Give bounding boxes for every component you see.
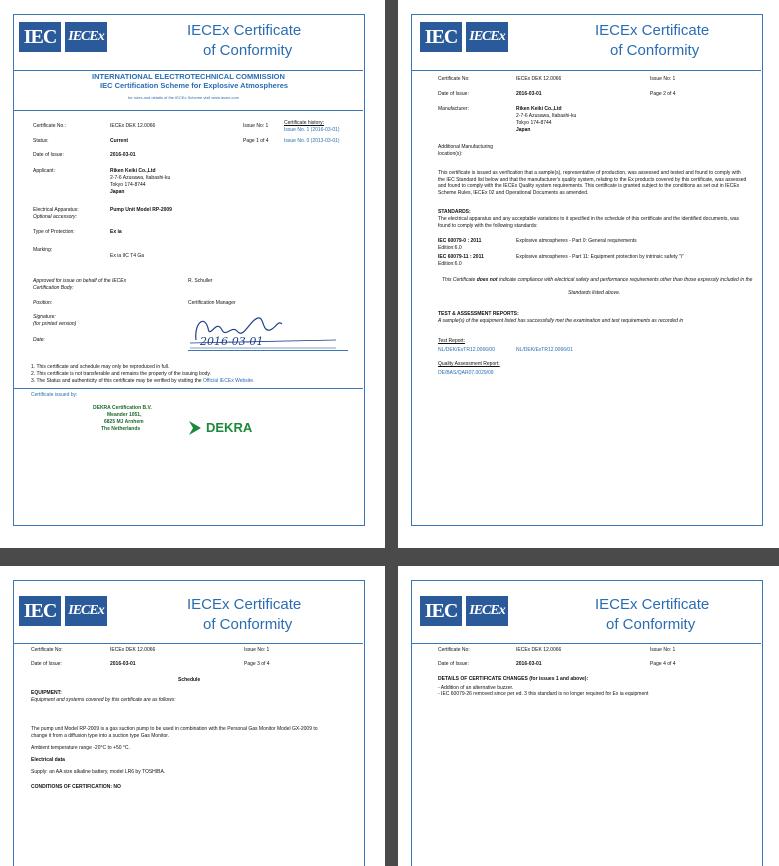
- cert-no-label: Certificate No:: [31, 647, 63, 653]
- header-divider: [14, 643, 363, 644]
- issuer-name: DEKRA Certification B.V.: [93, 405, 152, 411]
- note-2: 2. This certificate is not transferable and remains the property of the issuing body.: [31, 371, 211, 377]
- standard-1-description: Explosive atmospheres - Part 0: General requirements: [516, 238, 637, 244]
- optional-accessory-label: Optional accessory:: [33, 214, 77, 220]
- iec-logo: IEC: [420, 596, 462, 626]
- qar-label: Quality Assessment Report:: [438, 361, 500, 367]
- dekra-arrow-icon: [188, 420, 202, 436]
- manufacturer-address-1: 2-7-6 Azusawa, Itabashi-ku: [516, 113, 577, 119]
- ambient-temperature: Ambient temperature range -20°C to +50 °C.: [31, 745, 130, 751]
- manufacturer-address-2: Tokyo 174-8744: [516, 120, 552, 126]
- test-heading: TEST & ASSESSMENT REPORTS:: [438, 311, 519, 317]
- note-3: [31, 378, 254, 384]
- protection-label: Type of Protection:: [33, 229, 75, 235]
- note-1: 1. This certificate and schedule may only be reproduced in full.: [31, 364, 170, 370]
- rules-divider: [14, 110, 363, 111]
- issue-no: Issue No: 1: [243, 123, 269, 129]
- date-label: Date of Issue:: [438, 91, 469, 97]
- page-frame: [13, 14, 365, 526]
- title-line1: IECEx Certificate: [595, 596, 710, 613]
- issuer-address-2: 6825 MJ Arnhem: [104, 419, 144, 425]
- certificate-page-2: [398, 0, 779, 548]
- title-line2: of Conformity: [203, 616, 293, 633]
- date-value: 2016-03-01: [110, 152, 136, 158]
- title-line2: of Conformity: [606, 616, 696, 633]
- official-website-link[interactable]: Official IECEx Website.: [202, 378, 255, 384]
- page-header: [420, 596, 760, 646]
- test-report-label: Test Report:: [438, 338, 465, 344]
- position-label: Position:: [33, 300, 53, 306]
- page-header: [19, 22, 359, 72]
- note-3-text: 3. The Status and authenticity of this certificate may be verified by visiting the: [31, 378, 202, 384]
- manufacturer-label: Manufacturer:: [438, 106, 469, 112]
- standard-2-description: Explosive atmospheres - Part 11: Equipment protection by intrinsic safety "i": [516, 254, 684, 260]
- compliance-note-d: Standards listed above.: [568, 290, 621, 296]
- issue-no: Issue No: 1: [650, 76, 676, 82]
- header-divider: [412, 643, 761, 644]
- title-line1: IECEx Certificate: [595, 22, 710, 39]
- applicant-country: Japan: [110, 189, 125, 195]
- marking-label: Marking:: [33, 247, 53, 253]
- issuer-address-1: Meander 1051,: [107, 412, 142, 418]
- cert-no: IECEx DEK 12.0066: [110, 123, 156, 129]
- date-label: Date of Issue:: [31, 661, 62, 667]
- rules-note: for rules and details of the IECEx Scheme visit www.iecex.com: [128, 95, 239, 100]
- changes-heading: DETAILS OF CERTIFICATE CHANGES (for issues 1 and above):: [438, 676, 589, 682]
- cert-no: IECEx DEK 12.0066: [516, 647, 562, 653]
- page-number: Page 3 of 4: [244, 661, 270, 667]
- compliance-note-b: does not: [476, 277, 498, 283]
- org-name: INTERNATIONAL ELECTROTECHNICAL COMMISSION: [92, 72, 285, 81]
- standard-2: IEC 60079-11 : 2011: [438, 254, 484, 260]
- iecex-logo: IECEx: [65, 596, 107, 626]
- cert-no: IECEx DEK 12.0066: [110, 647, 156, 653]
- standard-1-edition: Edition:6.0: [438, 245, 462, 251]
- issued-by-label: Certificate issued by:: [31, 392, 78, 398]
- iec-logo: IEC: [19, 596, 61, 626]
- issue-no: Issue No: 1: [244, 647, 270, 653]
- position-value: Certification Manager: [188, 300, 236, 306]
- applicant-address-1: 2-7-6 Azusawa, Itabashi-ku: [110, 175, 171, 181]
- cert-no-label: Certificate No:: [438, 647, 470, 653]
- signature-line: [188, 350, 348, 351]
- iec-logo: IEC: [19, 22, 61, 52]
- certificate-page-3: [0, 566, 385, 866]
- approver-name: R. Schuller: [188, 278, 213, 284]
- page-number: Page 4 of 4: [650, 661, 676, 667]
- manufacturer-country: Japan: [516, 127, 531, 133]
- title-line2: of Conformity: [610, 42, 700, 59]
- schedule-heading: Schedule: [178, 677, 201, 683]
- equipment-text: Equipment and systems covered by this certificate are as follows:: [31, 697, 176, 703]
- notes-divider: [14, 388, 363, 389]
- equipment-description: The pump unit Model RP-2009 is a gas suction pump to be used in combination with the Personal Gas Monitor Model GX-2009 to change it from a diffusion type into a suction type Gas Monitor.: [31, 726, 318, 739]
- test-report-1[interactable]: NL/DEK/ExTR12.0066/00: [438, 347, 495, 353]
- scheme-name: IEC Certification Scheme for Explosive Atmospheres: [100, 81, 289, 90]
- approved-label: Approved for issue on behalf of the IECEx: [33, 278, 127, 284]
- electrical-heading: Electrical data: [31, 757, 65, 763]
- issuer-country: The Netherlands: [101, 426, 141, 432]
- signature-label: Signature:: [33, 314, 56, 320]
- test-report-2[interactable]: NL/DEK/ExTR12.0066/01: [516, 347, 573, 353]
- dekra-logo: DEKRA: [206, 420, 253, 435]
- applicant-label: Applicant:: [33, 168, 55, 174]
- standards-text: The electrical apparatus and any acceptable variations to it specified in the schedule of this certificate and the identified documents, was found to comply with the following standards:: [438, 216, 740, 229]
- title-line1: IECEx Certificate: [187, 596, 302, 613]
- change-1: - Addition of an alternative buzzer.: [438, 685, 514, 691]
- test-text: A sample(s) of the equipment listed has successfully met the examination and test requirements as recorded in: [438, 318, 684, 324]
- title-line2: of Conformity: [203, 42, 293, 59]
- date2-label: Date:: [33, 337, 45, 343]
- page-number: Page 2 of 4: [650, 91, 676, 97]
- standard-1: IEC 60079-0 : 2011: [438, 238, 482, 244]
- equipment-heading: EQUIPMENT:: [31, 690, 62, 696]
- page-header: [19, 596, 359, 646]
- issue-no: Issue No: 1: [650, 647, 676, 653]
- additional-location-label: Additional Manufacturing: [438, 144, 494, 150]
- iec-logo: IEC: [420, 22, 462, 52]
- apparatus-label: Electrical Apparatus:: [33, 207, 79, 213]
- history-label: Certificate history:: [284, 120, 325, 126]
- status-label: Status:: [33, 138, 49, 144]
- marking-value: Ex ia IIC T4 Ga: [110, 253, 145, 259]
- additional-location-label-2: location(s):: [438, 151, 463, 157]
- date-value: 2016-03-01: [516, 661, 542, 667]
- standards-heading: STANDARDS:: [438, 209, 471, 215]
- compliance-note-c: indicate compliance with electrical safety and performance requirements other than those expressly included in the: [498, 277, 753, 283]
- certificate-page-1: [0, 0, 385, 548]
- history-issue-1[interactable]: Issue No. 1 (2016-03-01): [284, 127, 340, 133]
- cert-no-label: Certificate No:: [438, 76, 470, 82]
- intro-text: This certificate is issued as verification that a sample(s), representative of production, was assessed and tested and found to comply with the IEC Standard list below and that the manufacturer's quality system, relating to the Ex products covered by this certificate, was assessed and found to comply with the IECEx Quality system requirements. This certificate is granted subject to the conditions as set out in IECEx Scheme Rules, IECEx 02 and Operational Documents as amended.: [438, 170, 747, 196]
- iecex-logo: IECEx: [466, 22, 508, 52]
- iecex-logo: IECEx: [466, 596, 508, 626]
- applicant-address-2: Tokyo 174-8744: [110, 182, 146, 188]
- date-value: 2016-03-01: [110, 661, 136, 667]
- standard-2-edition: Edition:6.0: [438, 261, 462, 267]
- applicant-name: Riken Keiki Co.,Ltd: [110, 168, 156, 174]
- approved-label-2: Certification Body:: [33, 285, 74, 291]
- status-value: Current: [110, 138, 129, 144]
- signature-label-2: (for printed version): [33, 321, 77, 327]
- history-issue-0[interactable]: Issue No. 0 (2013-03-01): [284, 138, 340, 144]
- header-divider: [14, 70, 363, 71]
- cert-no: IECEx DEK 12.0066: [516, 76, 562, 82]
- date-label: Date of Issue:: [33, 152, 64, 158]
- date-label: Date of Issue:: [438, 661, 469, 667]
- change-2: - IEC 60079-26 removed since per ed. 3 this standard is no longer required for Ex ia equipment: [438, 691, 649, 697]
- date-value: 2016-03-01: [516, 91, 542, 97]
- apparatus-value: Pump Unit Model RP-2009: [110, 207, 172, 213]
- qar-value[interactable]: DE/BAS/QAR07.0029/09: [438, 370, 494, 376]
- conditions-text: CONDITIONS OF CERTIFICATION: NO: [31, 784, 121, 790]
- certificate-page-4: [398, 566, 779, 866]
- cert-no-label: Certificate No.:: [33, 123, 67, 129]
- supply-text: Supply: an AA size alkaline battery, model LR6 by TOSHIBA.: [31, 769, 166, 775]
- compliance-note: [442, 277, 752, 283]
- page-number: Page 1 of 4: [243, 138, 269, 144]
- protection-value: Ex ia: [110, 229, 122, 235]
- header-divider: [412, 70, 761, 71]
- title-line1: IECEx Certificate: [187, 22, 302, 39]
- signature-date: 2016-03-01: [200, 335, 264, 348]
- page-header: [420, 22, 760, 72]
- iecex-logo: IECEx: [65, 22, 107, 52]
- manufacturer-name: Riken Keiki Co.,Ltd: [516, 106, 562, 112]
- compliance-note-a: This Certificate: [442, 277, 476, 283]
